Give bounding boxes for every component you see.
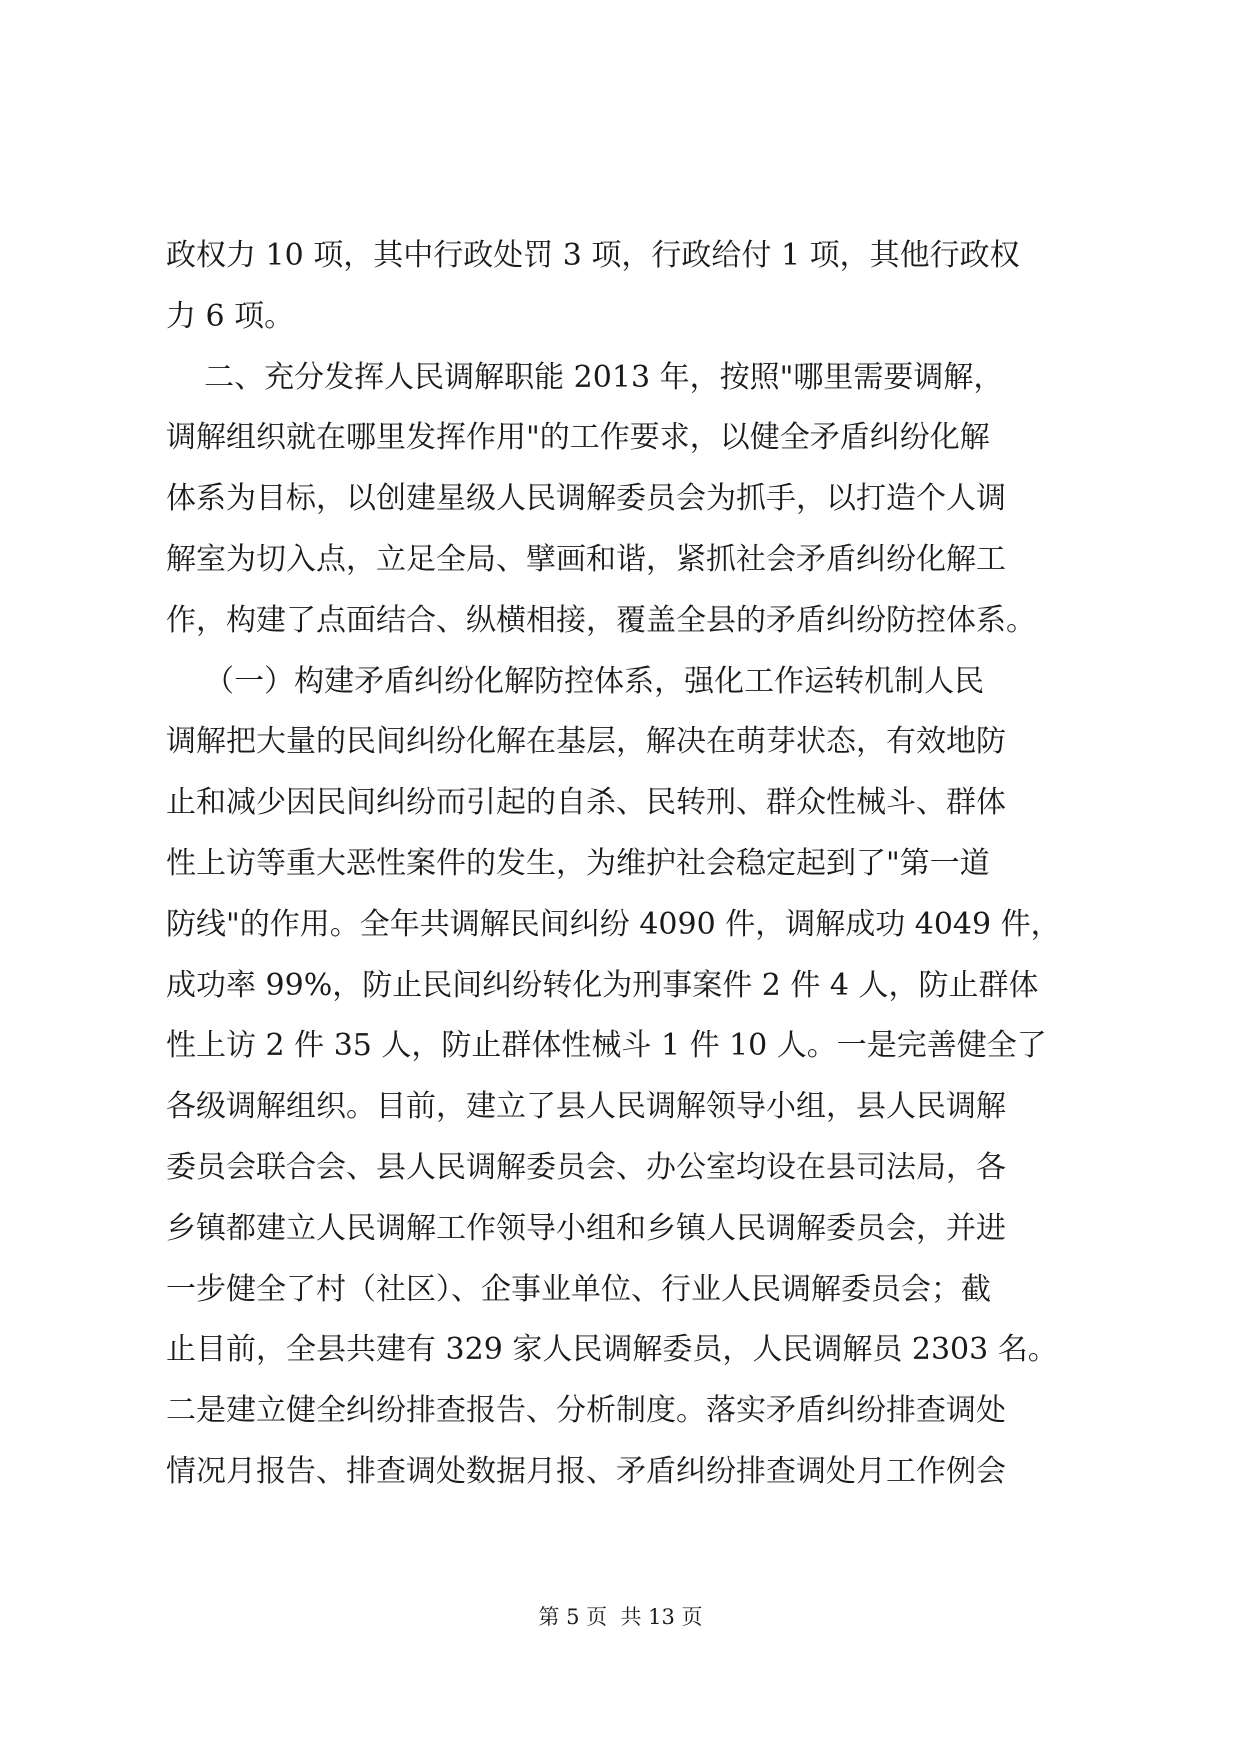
text-line: 力 6 项。 (166, 298, 295, 334)
text-line: 一步健全了村（社区）、企事业单位、行业人民调解委员会；截 (166, 1271, 991, 1307)
text-line: 二是建立健全纠纷排查报告、分析制度。落实矛盾纠纷排查调处 (166, 1393, 1006, 1429)
text-line: 作，构建了点面结合、纵横相接，覆盖全县的矛盾纠纷防控体系。 (166, 602, 1036, 638)
text-line: 性上访等重大恶性案件的发生，为维护社会稳定起到了"第一道 (166, 845, 990, 881)
text-line: 止目前，全县共建有 329 家人民调解委员，人民调解员 2303 名。 (166, 1332, 1058, 1368)
text-line: 乡镇都建立人民调解工作领导小组和乡镇人民调解委员会，并进 (166, 1210, 1006, 1246)
text-line: 二、充分发挥人民调解职能 2013 年，按照"哪里需要调解， (166, 359, 1004, 395)
text-line: （一）构建矛盾纠纷化解防控体系，强化工作运转机制人民 (166, 663, 985, 699)
text-line: 解室为切入点，立足全局、擘画和谐，紧抓社会矛盾纠纷化解工 (166, 541, 1006, 577)
text-line: 防线"的作用。全年共调解民间纠纷 4090 件，调解成功 4049 件， (166, 906, 1061, 942)
text-line: 体系为目标，以创建星级人民调解委员会为抓手，以打造个人调 (166, 481, 1006, 517)
text-line: 调解组织就在哪里发挥作用"的工作要求，以健全矛盾纠纷化解 (166, 420, 990, 456)
text-line: 止和减少因民间纠纷而引起的自杀、民转刑、群众性械斗、群体 (166, 785, 1006, 821)
text-line: 各级调解组织。目前，建立了县人民调解领导小组，县人民调解 (166, 1089, 1006, 1125)
text-line: 成功率 99%，防止民间纠纷转化为刑事案件 2 件 4 人，防止群体 (166, 967, 1039, 1003)
text-line: 委员会联合会、县人民调解委员会、办公室均设在县司法局，各 (166, 1149, 1006, 1185)
text-line: 调解把大量的民间纠纷化解在基层，解决在萌芽状态，有效地防 (166, 724, 1006, 760)
text-line: 性上访 2 件 35 人，防止群体性械斗 1 件 10 人。一是完善健全了 (166, 1028, 1047, 1064)
body-text (166, 226, 1076, 1503)
page-number-footer: 第 5 页 共 13 页 (538, 1605, 703, 1629)
text-line: 情况月报告、排查调处数据月报、矛盾纠纷排查调处月工作例会 (166, 1453, 1006, 1489)
text-line: 政权力 10 项，其中行政处罚 3 项，行政给付 1 项，其他行政权 (166, 238, 1020, 273)
